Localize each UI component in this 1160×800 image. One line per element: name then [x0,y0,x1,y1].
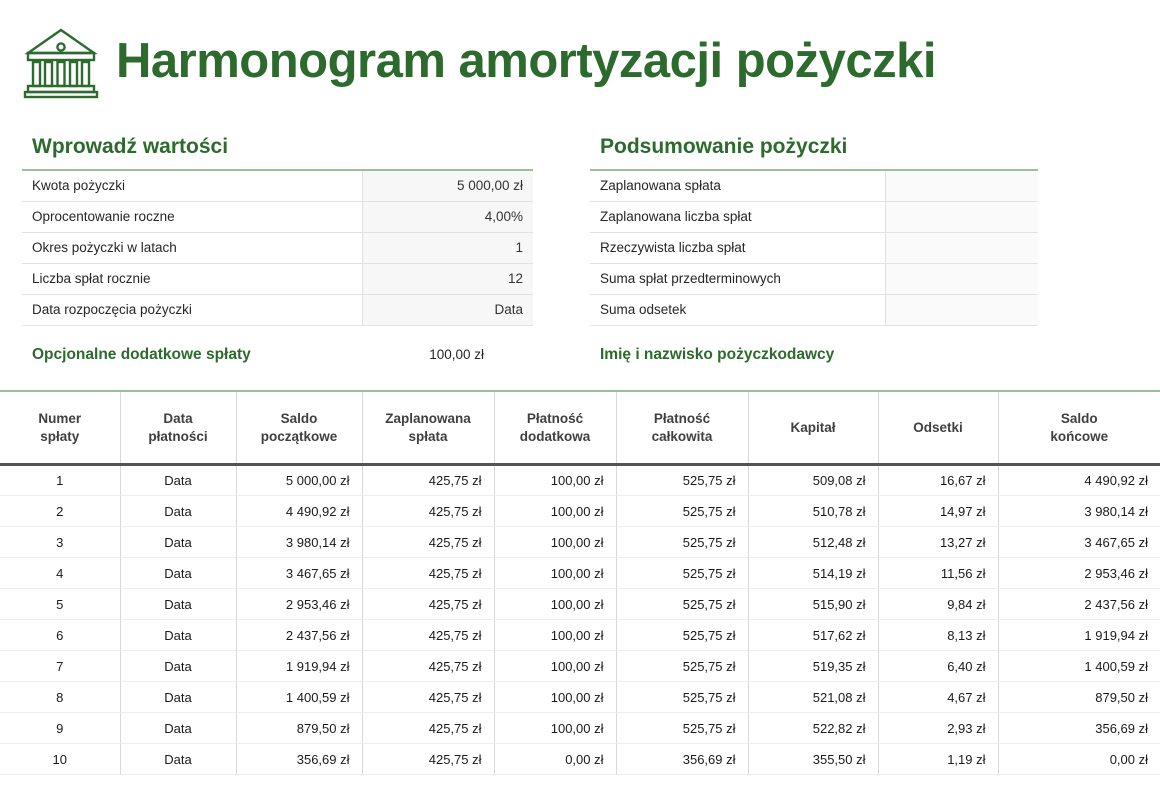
cell-interest: 9,84 zł [878,589,998,620]
header-line-1: Saldo [280,411,318,427]
cell-beginning-balance: 1 919,94 zł [236,651,362,682]
cell-extra-payment: 100,00 zł [494,465,616,496]
input-value-payments-per-year[interactable]: 12 [363,263,534,294]
column-header-extra-payment[interactable] [494,391,616,465]
table-row[interactable] [0,651,1160,682]
cell-interest: 2,93 zł [878,713,998,744]
cell-principal: 509,08 zł [748,465,878,496]
cell-scheduled-payment: 425,75 zł [362,744,494,775]
input-label-annual-rate: Oprocentowanie roczne [22,201,363,232]
lender-name-row [590,346,1038,364]
cell-beginning-balance: 4 490,92 zł [236,496,362,527]
cell-scheduled-payment: 425,75 zł [362,620,494,651]
cell-principal: 514,19 zł [748,558,878,589]
cell-ending-balance: 879,50 zł [998,682,1160,713]
summary-value-total-interest[interactable] [886,294,1039,325]
cell-extra-payment: 100,00 zł [494,651,616,682]
header-line-1: Zaplanowana [385,411,471,427]
table-row[interactable] [22,170,533,201]
column-header-ending-balance[interactable] [998,391,1160,465]
summary-label-actual-count: Rzeczywista liczba spłat [590,232,886,263]
optional-extra-payments-label: Opcjonalne dodatkowe spłaty [32,345,251,363]
table-row[interactable] [0,620,1160,651]
header-line-2: płatności [148,428,208,444]
cell-beginning-balance: 2 953,46 zł [236,589,362,620]
summary-label-total-interest: Suma odsetek [590,294,886,325]
cell-extra-payment: 100,00 zł [494,713,616,744]
cell-interest: 1,19 zł [878,744,998,775]
summary-panel-title: Podsumowanie pożyczki [600,135,848,158]
inputs-table [22,169,533,326]
header-line-1: Saldo [1060,411,1098,427]
cell-ending-balance: 3 980,14 zł [998,496,1160,527]
cell-beginning-balance: 1 400,59 zł [236,682,362,713]
cell-payment-date: Data [120,496,236,527]
cell-scheduled-payment: 425,75 zł [362,465,494,496]
cell-principal: 510,78 zł [748,496,878,527]
cell-payment-date: Data [120,558,236,589]
table-row[interactable] [590,263,1038,294]
input-value-term-years[interactable]: 1 [363,232,534,263]
cell-ending-balance: 1 400,59 zł [998,651,1160,682]
page-header [0,0,1038,104]
summary-value-total-early-payments[interactable] [886,263,1039,294]
cell-payment-number: 9 [0,713,120,744]
cell-payment-number: 1 [0,465,120,496]
cell-extra-payment: 100,00 zł [494,620,616,651]
cell-scheduled-payment: 425,75 zł [362,558,494,589]
cell-scheduled-payment: 425,75 zł [362,682,494,713]
table-row[interactable] [0,527,1160,558]
cell-total-payment: 525,75 zł [616,496,748,527]
cell-ending-balance: 356,69 zł [998,713,1160,744]
table-row[interactable] [590,201,1038,232]
cell-total-payment: 525,75 zł [616,682,748,713]
header-line-1: Odsetki [913,420,963,436]
cell-ending-balance: 4 490,92 zł [998,465,1160,496]
table-row[interactable] [0,682,1160,713]
cell-payment-number: 8 [0,682,120,713]
cell-scheduled-payment: 425,75 zł [362,527,494,558]
cell-payment-number: 7 [0,651,120,682]
cell-beginning-balance: 3 980,14 zł [236,527,362,558]
cell-extra-payment: 100,00 zł [494,682,616,713]
summary-table [590,169,1038,326]
input-value-annual-rate[interactable]: 4,00% [363,201,534,232]
cell-total-payment: 525,75 zł [616,713,748,744]
cell-interest: 16,67 zł [878,465,998,496]
schedule-table-wrapper [0,390,1160,776]
input-label-term-years: Okres pożyczki w latach [22,232,363,263]
cell-payment-date: Data [120,651,236,682]
input-value-start-date[interactable]: Data [363,294,534,325]
cell-beginning-balance: 3 467,65 zł [236,558,362,589]
header-line-2: spłaty [40,428,80,444]
cell-extra-payment: 0,00 zł [494,744,616,775]
cell-payment-date: Data [120,682,236,713]
cell-ending-balance: 3 467,65 zł [998,527,1160,558]
cell-payment-date: Data [120,465,236,496]
input-label-start-date: Data rozpoczęcia pożyczki [22,294,363,325]
cell-total-payment: 356,69 zł [616,744,748,775]
cell-principal: 512,48 zł [748,527,878,558]
header-line-2: spłata [408,428,448,444]
cell-principal: 522,82 zł [748,713,878,744]
schedule-body [0,465,1160,775]
cell-total-payment: 525,75 zł [616,620,748,651]
cell-payment-number: 6 [0,620,120,651]
column-header-beginning-balance[interactable] [236,391,362,465]
table-row[interactable] [22,294,533,325]
cell-beginning-balance: 879,50 zł [236,713,362,744]
cell-principal: 515,90 zł [748,589,878,620]
lender-name-label: Imię i nazwisko pożyczkodawcy [600,345,835,363]
optional-extra-payments-value[interactable]: 100,00 zł [429,346,484,362]
header-line-1: Płatność [526,411,584,427]
cell-interest: 13,27 zł [878,527,998,558]
input-value-loan-amount[interactable]: 5 000,00 zł [363,170,534,201]
summary-panel [590,134,1038,364]
column-header-interest[interactable] [878,391,998,465]
table-row[interactable] [590,294,1038,325]
cell-total-payment: 525,75 zł [616,651,748,682]
cell-payment-number: 10 [0,744,120,775]
cell-extra-payment: 100,00 zł [494,589,616,620]
cell-beginning-balance: 356,69 zł [236,744,362,775]
column-header-payment-date[interactable] [120,391,236,465]
cell-total-payment: 525,75 zł [616,589,748,620]
column-header-scheduled-payment[interactable] [362,391,494,465]
cell-interest: 11,56 zł [878,558,998,589]
cell-extra-payment: 100,00 zł [494,527,616,558]
table-row[interactable] [0,465,1160,496]
header-line-2: całkowita [651,428,713,444]
optional-extra-payments-row [22,346,502,364]
cell-extra-payment: 100,00 zł [494,496,616,527]
header-line-1: Data [163,411,193,427]
table-row[interactable] [0,744,1160,775]
page-title: Harmonogram amortyzacji pożyczki [116,33,936,88]
cell-payment-number: 2 [0,496,120,527]
header-line-1: Kapitał [790,420,836,436]
column-header-payment-number[interactable] [0,391,120,465]
header-line-1: Numer [38,411,82,427]
summary-value-scheduled-count[interactable] [886,201,1039,232]
cell-interest: 8,13 zł [878,620,998,651]
cell-total-payment: 525,75 zł [616,558,748,589]
summary-value-scheduled-payment[interactable] [886,170,1039,201]
cell-ending-balance: 2 953,46 zł [998,558,1160,589]
table-row[interactable] [590,170,1038,201]
cell-payment-date: Data [120,589,236,620]
header-line-2: dodatkowa [519,428,591,444]
cell-scheduled-payment: 425,75 zł [362,589,494,620]
column-header-principal[interactable] [748,391,878,465]
table-row[interactable] [22,263,533,294]
cell-beginning-balance: 5 000,00 zł [236,465,362,496]
summary-value-actual-count[interactable] [886,232,1039,263]
cell-total-payment: 525,75 zł [616,527,748,558]
header-line-2: początkowe [260,428,338,444]
summary-label-total-early-payments: Suma spłat przedterminowych [590,263,886,294]
cell-payment-date: Data [120,527,236,558]
cell-interest: 6,40 zł [878,651,998,682]
cell-scheduled-payment: 425,75 zł [362,496,494,527]
cell-interest: 14,97 zł [878,496,998,527]
cell-scheduled-payment: 425,75 zł [362,651,494,682]
input-label-loan-amount: Kwota pożyczki [22,170,363,201]
cell-principal: 517,62 zł [748,620,878,651]
cell-total-payment: 525,75 zł [616,465,748,496]
cell-ending-balance: 0,00 zł [998,744,1160,775]
cell-ending-balance: 1 919,94 zł [998,620,1160,651]
table-row[interactable] [0,713,1160,744]
table-row[interactable] [0,558,1160,589]
summary-label-scheduled-payment: Zaplanowana spłata [590,170,886,201]
header-line-2: końcowe [1050,428,1109,444]
cell-extra-payment: 100,00 zł [494,558,616,589]
cell-payment-number: 5 [0,589,120,620]
cell-ending-balance: 2 437,56 zł [998,589,1160,620]
inputs-panel-title: Wprowadź wartości [32,135,229,158]
amortization-schedule-table [0,390,1160,776]
inputs-panel [22,134,523,364]
cell-payment-number: 3 [0,527,120,558]
header-line-1: Płatność [653,411,711,427]
panels-area [0,134,1038,364]
cell-principal: 355,50 zł [748,744,878,775]
bank-building-icon [22,22,100,100]
table-row[interactable] [22,232,533,263]
cell-payment-date: Data [120,744,236,775]
input-label-payments-per-year: Liczba spłat rocznie [22,263,363,294]
cell-payment-number: 4 [0,558,120,589]
table-row[interactable] [0,496,1160,527]
summary-label-scheduled-count: Zaplanowana liczba spłat [590,201,886,232]
cell-scheduled-payment: 425,75 zł [362,713,494,744]
cell-payment-date: Data [120,713,236,744]
cell-principal: 519,35 zł [748,651,878,682]
table-row[interactable] [22,201,533,232]
column-header-total-payment[interactable] [616,391,748,465]
cell-beginning-balance: 2 437,56 zł [236,620,362,651]
table-row[interactable] [0,589,1160,620]
cell-payment-date: Data [120,620,236,651]
cell-principal: 521,08 zł [748,682,878,713]
cell-interest: 4,67 zł [878,682,998,713]
table-row[interactable] [590,232,1038,263]
schedule-header-row [0,391,1160,465]
